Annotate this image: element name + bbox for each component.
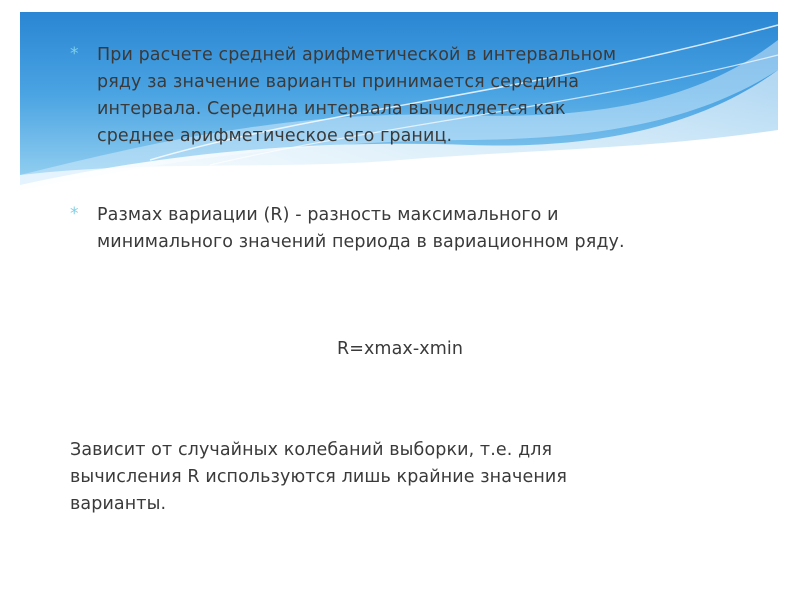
range-formula: R=xmax-xmin <box>336 339 464 359</box>
paragraph-line: Зависит от случайных колебаний выборки, т.е. для <box>70 440 553 460</box>
asterisk-bullet-icon: * <box>70 44 79 64</box>
paragraph-line: При расчете средней арифметической в интервальном <box>97 45 617 65</box>
paragraph-line: среднее арифметическое его границ. <box>97 126 453 146</box>
paragraph-line: минимального значений периода в вариационном ряду. <box>97 232 625 252</box>
bullet-paragraph-1 <box>97 42 737 150</box>
paragraph-line: интервала. Середина интервала вычисляется как <box>97 99 566 119</box>
paragraph-line: Размах вариации (R) - разность максимального и <box>97 205 559 225</box>
asterisk-bullet-icon: * <box>70 204 79 224</box>
paragraph-line: варианты. <box>70 494 167 514</box>
note-paragraph <box>70 437 690 518</box>
paragraph-line: вычисления R используются лишь крайние значения <box>70 467 567 487</box>
paragraph-line: ряду за значение варианты принимается середина <box>97 72 580 92</box>
bullet-paragraph-2 <box>97 202 737 256</box>
